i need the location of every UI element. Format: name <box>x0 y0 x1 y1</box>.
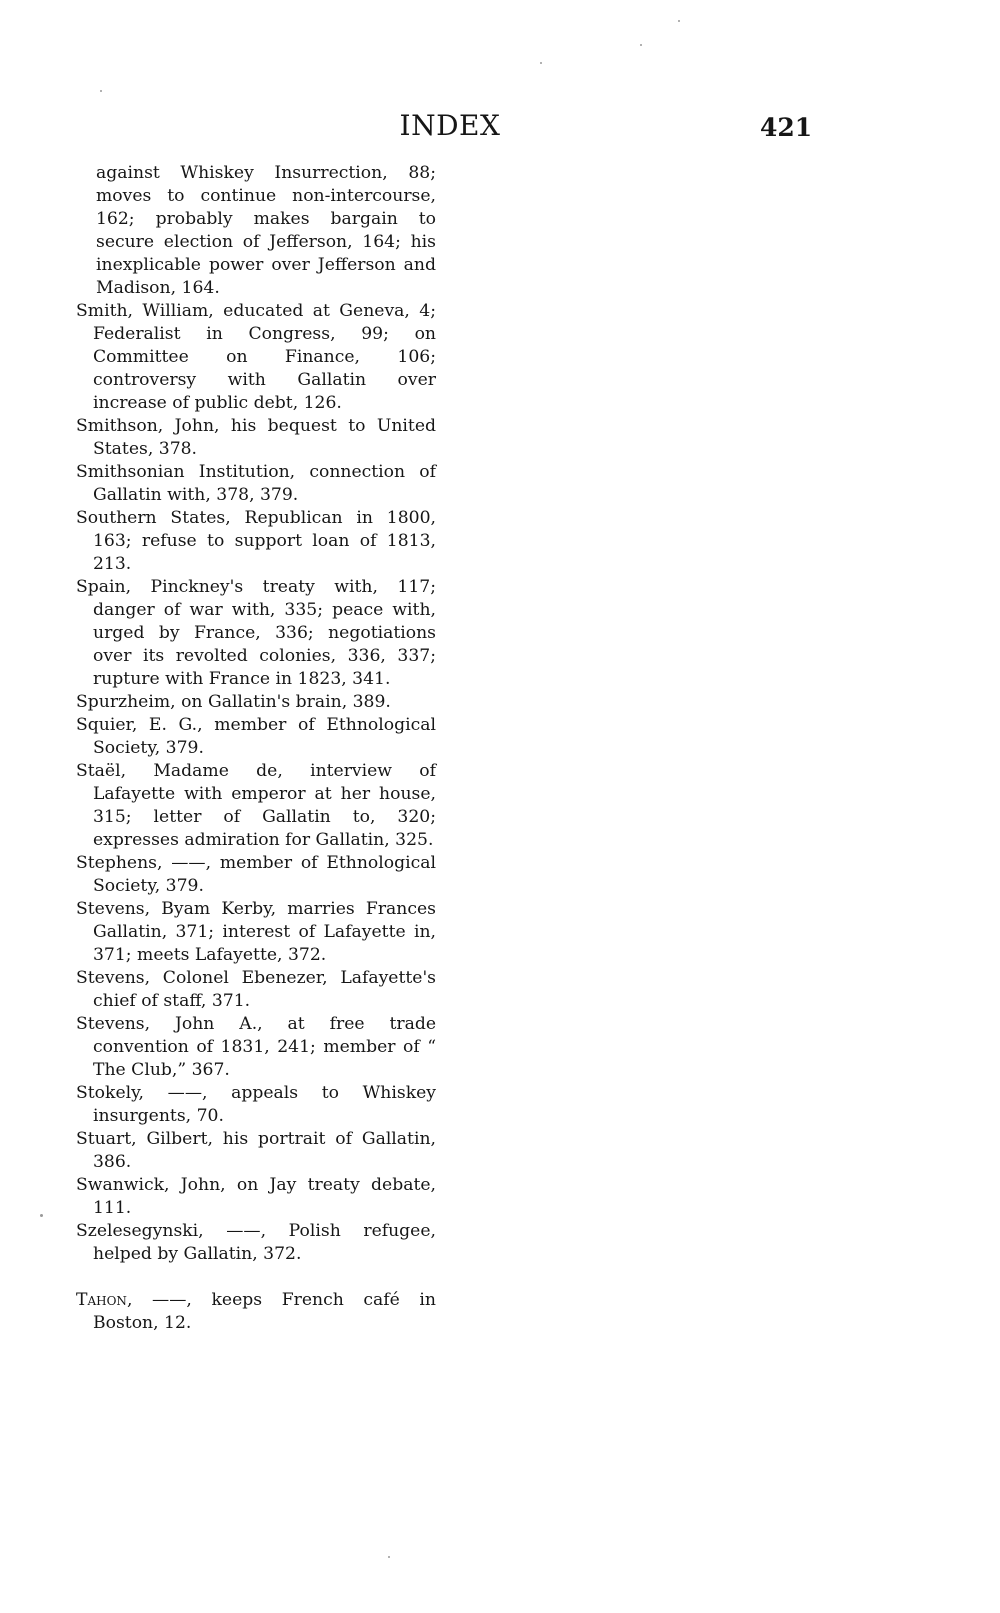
paper-speck <box>678 20 680 22</box>
index-entry: Swanwick, John, on Jay treaty debate, 111. <box>76 1175 436 1218</box>
paper-speck <box>640 44 642 46</box>
running-header: INDEX <box>399 109 501 142</box>
paper-speck <box>388 1556 390 1558</box>
paper-speck <box>40 1214 43 1217</box>
index-entry: Staël, Madame de, interview of Lafayette with emperor at her house, 315; letter of Gallatin to, 320; expresses admiration for Gallatin, 325. <box>76 761 436 850</box>
index-entry: Stevens, John A., at free trade convention of 1831, 241; member of “ The Club,” 367. <box>76 1014 436 1080</box>
index-entry: Smith, William, educated at Geneva, 4; Federalist in Congress, 99; on Committee on Finance, 106; controversy with Gallatin over increase of public debt, 126. <box>76 301 436 413</box>
index-entry: Spurzheim, on Gallatin's brain, 389. <box>76 692 391 712</box>
index-entry-continued: against Whiskey Insurrection, 88; moves to continue non-intercourse, 162; probably makes bargain to secure election of Jefferson, 164; his inexplicable power over Jefferson and Madison, 164. <box>96 163 436 298</box>
index-entry-text: , ——, keeps French café in Boston, 12. <box>93 1290 436 1333</box>
index-entry: Szelesegynski, ——, Polish refugee, helped by Gallatin, 372. <box>76 1221 436 1264</box>
paper-speck <box>100 90 102 92</box>
index-entry: Smithson, John, his bequest to United States, 378. <box>76 416 436 459</box>
paper-speck <box>540 62 542 64</box>
index-entry: Squier, E. G., member of Ethnological Society, 379. <box>76 715 436 758</box>
index-entry: Stevens, Colonel Ebenezer, Lafayette's chief of staff, 371. <box>76 968 436 1011</box>
index-entry: Southern States, Republican in 1800, 163; refuse to support loan of 1813, 213. <box>76 508 436 574</box>
index-entry-new-letter <box>76 1289 436 1335</box>
index-entry: Stuart, Gilbert, his portrait of Gallatin, 386. <box>76 1129 436 1172</box>
page-number: 421 <box>760 113 813 142</box>
index-entry: Smithsonian Institution, connection of Gallatin with, 378, 379. <box>76 462 436 505</box>
index-column <box>76 162 436 1335</box>
index-entry: Spain, Pinckney's treaty with, 117; danger of war with, 335; peace with, urged by France, 336; negotiations over its revolted colonies, 336, 337; rupture with France in 1823, 341. <box>76 577 436 689</box>
index-entry: Stokely, ——, appeals to Whiskey insurgents, 70. <box>76 1083 436 1126</box>
index-entry: Stephens, ——, member of Ethnological Society, 379. <box>76 853 436 896</box>
index-entry: Stevens, Byam Kerby, marries Frances Gallatin, 371; interest of Lafayette in, 371; meets Lafayette, 372. <box>76 899 436 965</box>
index-entry-headword: Tahon <box>76 1290 127 1310</box>
